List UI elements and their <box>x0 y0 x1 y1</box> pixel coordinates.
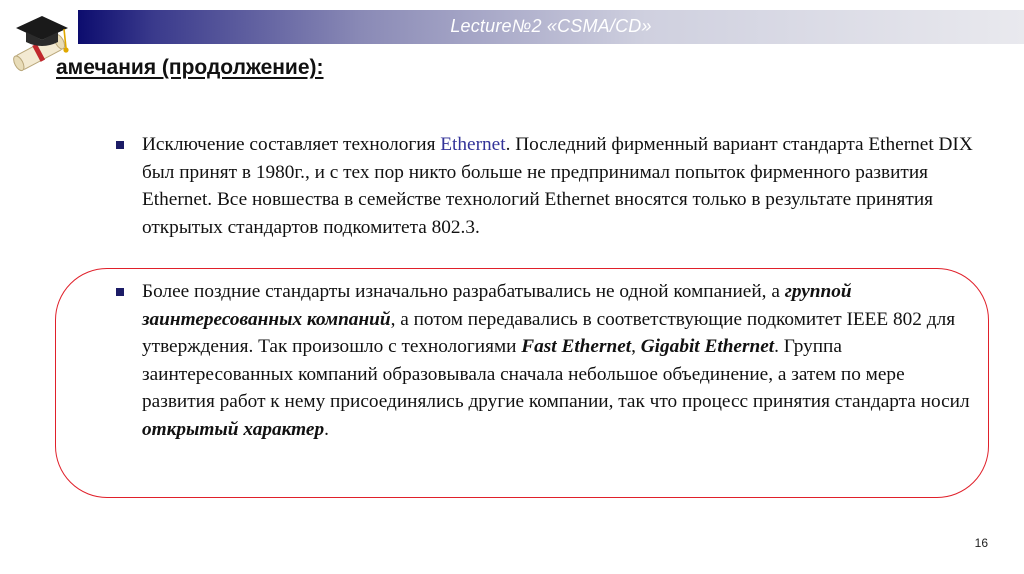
bullet-text-1 <box>142 131 976 241</box>
square-bullet-icon <box>116 141 124 149</box>
text-segment: , а потом передавались в соответствующие подкомитет IEEE 802 для утверждения. Так произошло с технологиями <box>142 308 956 357</box>
bullet-item-1 <box>116 131 976 241</box>
text-segment: , <box>631 336 641 357</box>
bullet-item-2 <box>116 278 976 443</box>
text-segment-emphasis: Gigabit Ethernet <box>640 336 775 357</box>
text-segment: . <box>324 418 329 440</box>
page-number: 16 <box>974 536 988 550</box>
header-bar <box>78 10 1024 44</box>
text-segment: . Группа заинтересованных компаний образовывала сначала небольшое объединение, а затем по мере развития работ к нему присоединялись другие компании, так что процесс принятия стандарта носил <box>142 336 970 412</box>
text-segment-emphasis: открытый характер <box>142 418 325 440</box>
text-segment: Более поздние стандарты изначально разрабатывались не одной компанией, а <box>142 281 785 302</box>
text-segment-accent: Ethernet <box>440 134 506 155</box>
square-bullet-icon <box>116 288 124 296</box>
bullet-text-2 <box>142 278 976 443</box>
section-title: амечания (продолжение): <box>56 56 324 79</box>
slide-header-title: Lecture№2 «CSMA/CD» <box>450 16 652 36</box>
text-segment-emphasis: Fast Ethernet <box>521 336 632 357</box>
text-segment: Исключение составляет технология <box>142 134 441 155</box>
text-segment-emphasis: группой заинтересованных компаний <box>142 281 852 330</box>
text-segment: . Последний фирменный вариант стандарта Ethernet DIX был принят в 1980г., и с тех пор никто больше не предпринимал попыток фирменного развития Ethernet. Все новшества в семействе технологий Ethernet вносятся только в результате принятия открытых стандартов подкомитета 802.3. <box>142 134 973 238</box>
